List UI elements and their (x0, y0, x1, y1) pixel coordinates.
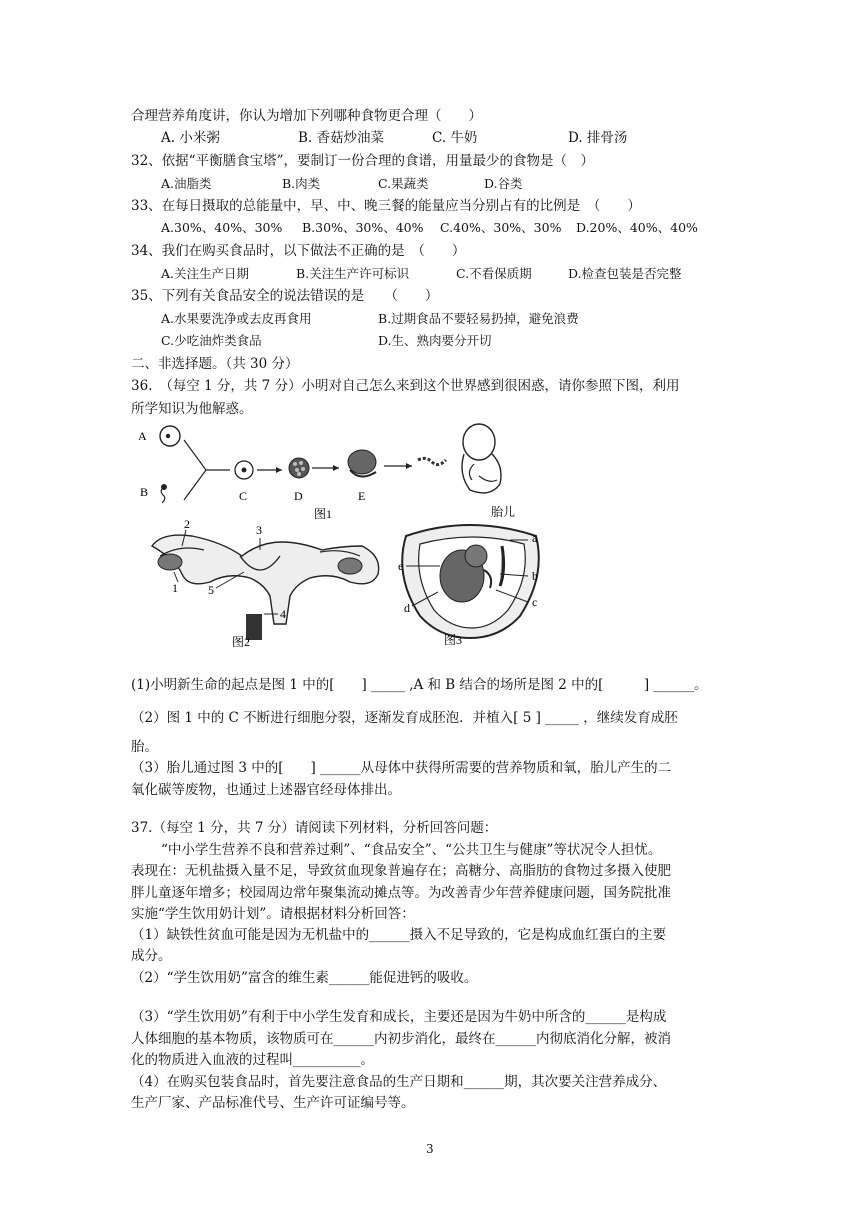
fig3-letter-c: c (532, 595, 538, 609)
q37-sub3-line3: 化的物质进入血液的过程叫__________。 (131, 1052, 374, 1068)
q34-option-b: B.关注生产许可标识 (296, 266, 410, 281)
fig2-number-2: 2 (184, 517, 190, 531)
q37-sub1-line2: 成分。 (131, 948, 172, 964)
q35-stem: 35、下列有关食品安全的说法错误的是 （ ） (131, 288, 439, 304)
fig3-letter-d: d (404, 601, 410, 615)
fig1-caption: 图1 (314, 507, 333, 520)
q35-option-b: B.过期食品不要轻易扔掉，避免浪费 (378, 311, 579, 326)
fig3-letter-a: a (532, 531, 538, 545)
q33-stem: 33、在每日摄取的总能量中，早、中、晚三餐的能量应当分别占有的比例是 （ ） (131, 198, 641, 214)
fig1-fetus-label: 胎儿 (491, 505, 516, 519)
q36-stem-line1: 36. （每空 1 分，共 7 分）小明对自己怎么来到这个世界感到很困惑，请你参照下图，利用 (131, 378, 680, 394)
fig2-number-1: 1 (172, 581, 178, 595)
q34-option-a: A.关注生产日期 (161, 266, 250, 281)
fig2-number-4: 4 (280, 607, 286, 621)
q34-option-d: D.检查包装是否完整 (568, 266, 682, 281)
q36-sub1: (1)小明新生命的起点是图 1 中的[ ] _____ ,A 和 B 结合的场所是图 2 中的[ ] ______。 (131, 677, 708, 693)
q32-option-b: B.肉类 (282, 176, 321, 191)
fig3-letter-b: b (532, 569, 538, 583)
q32-option-d: D.谷类 (484, 176, 523, 191)
q35-option-d: D.生、熟肉要分开切 (378, 333, 492, 348)
q37-material-line3: 胖儿童逐年增多；校园周边常年聚集流动摊点等。为改善青少年营养健康问题，国务院批准 (131, 885, 671, 901)
q36-sub2-line2: 胎。 (131, 739, 158, 755)
q31-option-d: D. 排骨汤 (568, 130, 628, 146)
fig2-number-5: 5 (208, 583, 214, 597)
q37-stem: 37.（每空 1 分，共 7 分）请阅读下列材料，分析回答问题： (131, 820, 498, 836)
fig3-caption: 图3 (444, 633, 463, 647)
q37-sub3-line1: （3）“学生饮用奶”有利于中小学生发育和成长，主要还是因为牛奶中所含的______是构成 (131, 1009, 667, 1025)
figure-1-fertilization-diagram (134, 420, 534, 520)
q37-material-line4: 实施“学生饮用奶计划”。请根据材料分析回答： (131, 906, 415, 922)
q34-stem: 34、我们在购买食品时，以下做法不正确的是 （ ） (131, 243, 466, 259)
q33-option-c: C.40%、30%、30% (440, 220, 562, 235)
q31-tail: 合理营养角度讲，你认为增加下列哪种食物更合理（ ） (131, 108, 482, 124)
fig3-letter-e: e (398, 559, 404, 573)
q33-option-a: A.30%、40%、30% (161, 220, 283, 235)
q37-sub3-line2: 人体细胞的基本物质，该物质可在______内初步消化，最终在______内彻底消化分解，被消 (131, 1031, 671, 1047)
fig1-label-d: D (294, 489, 303, 503)
q33-option-d: D.20%、40%、40% (576, 220, 698, 235)
q36-stem-line2: 所学知识为他解惑。 (131, 401, 253, 417)
fig1-label-b: B (140, 485, 149, 499)
q36-sub3-line2: 氧化碳等废物，也通过上述器官经母体排出。 (131, 782, 401, 798)
fig1-label-c: C (239, 489, 248, 503)
q33-option-b: B.30%、30%、40% (302, 220, 424, 235)
figure-3-fetus-in-uterus (392, 516, 552, 650)
q37-material-line2: 表现在：无机盐摄入量不足，导致贫血现象普遍存在；高糖分、高脂肪的食物过多摄入使肥 (131, 863, 671, 879)
q37-sub1-line1: （1）缺铁性贫血可能是因为无机盐中的______摄入不足导致的，它是构成血红蛋白的主要 (131, 927, 667, 943)
q35-option-a: A.水果要洗净或去皮再食用 (161, 311, 312, 326)
q36-sub2-line1: （2）图 1 中的 C 不断进行细胞分裂，逐渐发育成胚泡．并植入[ 5 ] _____ ，继续发育成胚 (131, 710, 678, 726)
q37-material-line1: “中小学生营养不良和营养过剩”、“食品安全”、“公共卫生与健康”等状况令人担忧。 (161, 842, 662, 858)
fig1-label-e: E (358, 489, 366, 503)
q36-sub3-line1: （3）胎儿通过图 3 中的[ ] ______从母体中获得所需要的营养物质和氧，胎儿产生的二 (131, 760, 672, 776)
page-number: 3 (426, 1142, 434, 1156)
q31-option-a: A. 小米粥 (161, 130, 220, 146)
q34-option-c: C.不看保质期 (456, 266, 532, 281)
q35-option-c: C.少吃油炸类食品 (161, 333, 262, 348)
section-2-title: 二、非选择题。（共 30 分） (131, 356, 299, 372)
q32-option-c: C.果蔬类 (378, 176, 429, 191)
q32-option-a: A.油脂类 (161, 176, 212, 191)
q31-option-c: C. 牛奶 (432, 130, 478, 146)
q32-stem: 32、依据“平衡膳食宝塔”，要制订一份合理的食谱，用量最少的食物是（ ） (131, 153, 594, 169)
fig2-caption: 图2 (232, 635, 251, 649)
fig2-number-3: 3 (256, 523, 262, 537)
q37-sub4-line1: （4）在购买包装食品时，首先要注意食品的生产日期和______期，其次要关注营养成分、 (131, 1074, 667, 1090)
q31-option-b: B. 香菇炒油菜 (298, 130, 385, 146)
q37-sub4-line2: 生产厂家、产品标准代号、生产许可证编号等。 (131, 1095, 415, 1111)
q37-sub2: （2）“学生饮用奶”富含的维生素______能促进钙的吸收。 (131, 970, 478, 986)
figure-2-female-reproductive-organs (140, 516, 380, 651)
fig1-label-a: A (138, 429, 147, 443)
